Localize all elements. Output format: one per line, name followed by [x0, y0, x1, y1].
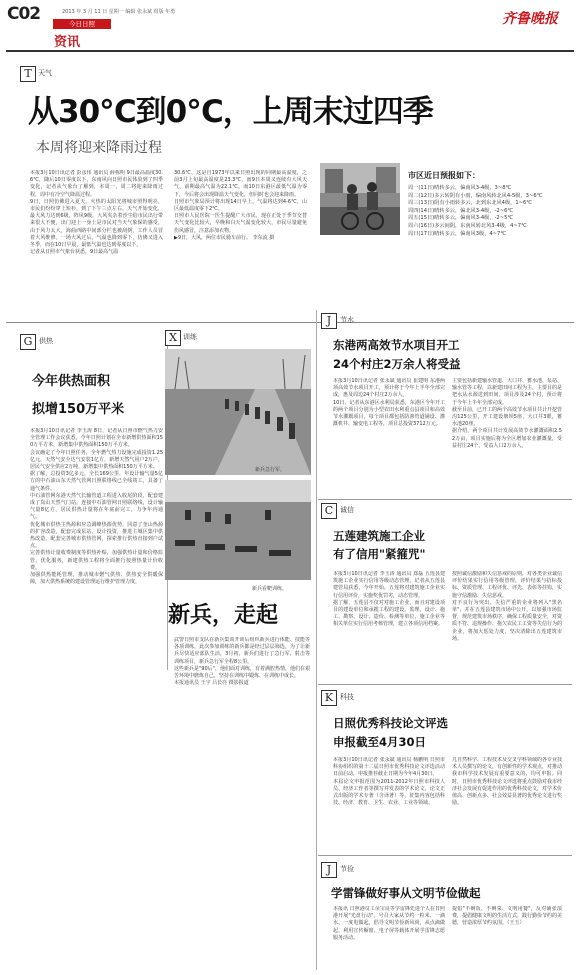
page-number: C02 — [7, 4, 41, 24]
training-photo-1 — [165, 349, 311, 475]
water-headline-1: 东港两高效节水项目开工 — [333, 338, 460, 352]
integrity-section-letter: C — [321, 503, 337, 519]
thrift-headline: 学雷锋做好事从文明节俭做起 — [331, 886, 481, 900]
page-meta: 2013 年 3 月 11 日 星期一 编辑 张永斌 组版 年勇 — [62, 9, 176, 15]
water-section-letter: J — [321, 313, 337, 329]
training-headline: 新兵，走起 — [168, 603, 279, 628]
training-section-name: 训练 — [183, 333, 197, 341]
water-section-name: 节水 — [340, 316, 354, 324]
weather-headline: 从30℃到0℃，上周末过四季 — [28, 94, 433, 130]
forecast-list — [408, 185, 558, 238]
integrity-article-col1: 本报3月10日讯记者 李玉涛 通讯员 郑磊 五莲县建筑施工企业实行信用等级动态管理，记者从五莲县建管局获悉，今年开始，五莲将对建筑施工企业实行信用评价，实施奖优罚劣，动态管理。 据了解，五莲县不仅对对施工企业，而且对建设项目的建设单位和承揽工程的建设、监理、设计、施工、勘察、设计、造价、检测等单位，施工企业等相关单位实行信用考核管理，建立各项信用档案。 — [333, 571, 445, 628]
forecast-item: 周五(15日)晴转多云，偏南风3-4级，-2~5℃ — [408, 215, 514, 222]
tech-headline-2: 申报截至4月30日 — [333, 735, 427, 749]
heating-section-name: 供热 — [39, 337, 53, 345]
weather-section-letter: T — [20, 66, 36, 82]
thrift-section-letter: J — [321, 862, 337, 878]
tech-section-name: 科技 — [340, 693, 354, 701]
weather-article-col1: 本报3月10日讯记者 彭彦伟 通讯员 薛栋明 9日最高温度30.6℃，随后10日零度以下，东南风向日照市民体验到了四季变化，记者从气象台了解到，本周一，周二将迎来降雨过程，周中有冷空气降温过程。 9日，日照仿佛进入夏天，火热的太阳光将城市照得明亮，市民们纷纷穿上短衫，到了下午三点左右，天气开始变化，最大风力达到6级，阵风9级，大风夹杂着沙尘给市民出行带来很大不便，出门迎上一身土是市民对当天气象保的感受，由于风力太大，海曲西路中间部分栏也被刮倒，工作人员冒着大风维修。一场大风过后，气温也降到零下，仿佛又进入冬季，而在10日早晨，最低气温也达到零度以下。 记者从日照市气象台获悉，9日最高气温 — [30, 170, 163, 256]
section-tag: 今日日照 — [53, 19, 111, 29]
water-article-col2: 主要包括新建输水管道、大口井、蓄水池、泵站、输水管等工程，以新建田间工程为主，主要目的是把水从水源送到田间。项目涉及24个村，预计将于今年上半年全部完成。 截至目前，已开工的两个高效节水项目共计开挖管沟125公里，开工建设塘坝5座，大口井3眼，蓄水池20座。 据介绍，两个项目共计发展高效节水灌溉面积2.52万亩，项目实施后将为全区增加农业灌溉量，受益村庄24个，受益人口2万余人。 — [452, 378, 562, 449]
forecast-item: 周日(17日)晴转多云，偏南风3级，4~7℃ — [408, 230, 507, 237]
tech-article-col2: 凡自然科学、工程技术及交叉学科领域的各专业技术人员撰写的论文，有创新性的学术观点，对推动我市科学技术发展有重要意义的，均可申报。同时，日照市优秀科技论文评选将重点鼓励对我市经济社会发展有促进作用的优秀科技论文，对学术价值高、创新点多、社会效益显著的优秀论文进行奖励。 — [452, 757, 562, 807]
divider — [6, 322, 574, 323]
weather-section-name: 天气 — [38, 69, 52, 77]
section-title: 资讯 — [54, 35, 81, 50]
tech-headline-1: 日照优秀科技论文评选 — [333, 716, 448, 730]
divider — [318, 499, 572, 500]
training-photo-1-caption: 新兵急行军。 — [255, 467, 286, 473]
tech-article-col1: 本报3月10日讯记者 张永斌 通讯员 杨鹏明 日照市科协组织的第十二届日照市优秀科技论文评选活动日前启动，申报推荐截止日期为今年4月30日。 本届论文申报范围为2011-2012年日照市科技人员、经济工作者等撰写并发表的学术论文，论文正式出版的学术专著（含译著）等，征集内容包括科技、经济、教育、卫生、农业、工业等领域。 — [333, 757, 445, 807]
water-headline-2: 24个村庄2万余人将受益 — [333, 357, 461, 371]
training-article: 武警日照市支队在新兵集训开训后组织新兵进行体能、技能等各项训练，此次参加训练的新兵都是经过层层筛选，为了让新兵尽快适应部队生活，3月初，新兵们进行了急行军、射击等训练项目，新兵急行军全程8公里。 这些新兵是"90后"，他们面对训练，有着满腔热情，他们在艰苦环境中磨炼自己，坚持在训练中锻炼、在训练中成长。 本报通讯员 王宇 吕长亮 摄影报道 — [174, 637, 310, 687]
training-photo-2-caption: 新兵看靶训练。 — [252, 586, 288, 592]
heating-headline-2: 拟增150万平米 — [32, 402, 125, 417]
heating-headline-1: 今年供热面积 — [32, 374, 111, 389]
forecast-item: 周四(14日)晴转多云，偏北风3-4级，-2~6℃ — [408, 207, 514, 214]
divider — [316, 310, 317, 970]
header-rule — [6, 50, 574, 52]
forecast-item: 周六(16日)多云间阴，东南风转北风3-4级，4~7℃ — [408, 222, 527, 229]
heating-section-letter: G — [20, 334, 36, 350]
thrift-article-col2: 提倡"不剩饭、不剩菜、文明用餐"，反对铺张浪费，提倡健康文明的生活方式，践行勤俭节约的美德，营造浓厚节约氛围。（王玉） — [452, 906, 562, 927]
divider — [318, 684, 572, 685]
integrity-headline-2: 有了信用"紧箍咒" — [333, 547, 426, 561]
forecast-item: 周三(13日)阴有小雨转多云，北到东北风4级，1~6℃ — [408, 200, 533, 207]
thrift-article-col1: 本报讯 日照港员工余宝良等学雷锋先进个人在日照港开展"光盘行动"，号召大家从节约一粒米、一滴水、一度电做起，倡导文明节俭新风尚，从点滴做起，利用宣传橱窗、电子屏等载体开展学雷锋志愿服务活动。 — [333, 906, 445, 941]
training-section-letter: X — [165, 330, 181, 346]
forecast-item: 周一(11日)晴转多云，偏南风3-4级，3~8℃ — [408, 185, 512, 191]
heating-article: 本报3月10日讯记者 李玉涛 8日，记者从日照市燃气热力安全管理工作会议获悉，今年日照计划在全市新增供热面积150万平方米，新增集中供热面积150万平方米。 会议确定了今年日照任务，全年燃气热力设施完成投资1.25亿元，天然气安全达气安装1亿方，新增天然气用户2万户，居民气安全供应2万吨，新增集中供热面积150万平方米。 据了解，总投资3亿多元，全长169公里，年设计输气量5亿方的中石油山东天然气管网日照联络线已全线竣工，具备了通气条件。 中石油管网东港天然气长输管道工程进入收尾阶段，配套建成了岚山天然气门站，连接中石油管网日照联络线，设计输气量8亿方，居民供热计量将在年底前完工，力争年内通气。 优化城市供热主热源和应急调峰热源优势，同意了奎山热源的扩容改造，配套完成泵站、设计投资，推进主城区集中供热改造，配套完善城市供热管网，探索推行供热直接到户试点。 完善供热计量收费制度等供热补贴，加强供热计量和价格监管，优化服务，新建供热工程将全面推行按照热量计价收费。 加强供热能耗管理，推动城市燃气供热、供热安全供暖保障，加大供热系统的建设管理运行维护管理力度。 — [30, 428, 163, 586]
forecast-item: 周二(12日)多云转阴有小雨，偏南风转北风4-5级，3~6℃ — [408, 192, 543, 199]
weather-article-col2: 30.6℃，这是自1973年以来日照出现的同期最高温度，之前3月上旬最高温度是23.3℃，而9日本周又连续有大风天气，前期最高气温为22.1℃，而10日东港区最低气温为零下，今后将会出现降温天气变化，但同时也会迎来降雨。 日照市气象局预计将出现14日早上，气温将达到4-6℃，山区最低温度零下2℃。 日照市人民医院一医生提醒广大市民，现在正处于季节交替天气变化比较大，早晚和白天气温变化较大，市民尽量避免伤风感冒，注意添加衣物。 ▶9日，大风，两位市民骑车前行。 李东流 摄 — [174, 170, 307, 241]
weather-subhead: 本周将迎来降雨过程 — [36, 140, 162, 156]
integrity-article-col2: 按照诚信激励和失信惩戒的原则，对各类企业诚信评价结果实行信用等级管理，评价结果与招标投标、资质管理、工程评优、评先、表彰等挂钩，实施守信激励、失信惩戒。 对不良行为突出、失信严重的企业将列入"黑名单"，并在五莲县建筑市场中公开，以加强市场监督，规范建筑市场秩序，确保工程质量安全，对资质不符、违规操作、拖欠农民工工资等失信行为的企业，将加大惩处力度，坚决清除出五莲建筑市场。 — [452, 571, 562, 642]
integrity-headline-1: 五莲建筑施工企业 — [333, 529, 425, 543]
training-photo-2 — [165, 480, 311, 580]
tech-section-letter: K — [321, 690, 337, 706]
water-article-col1: 本报3月10日讯记者 张永斌 通讯员 崔建明 东港两项高效节水项目开工，预计将于今年上半年全部完成，惠及周边24个村庄2万余人。 10日，记者从东港区水利局获悉，东港区今年开工的两个项目分别为小型农田水利重点县项目和高效节水灌溉项目，每个项目都包括防渗管道铺设、灌溉机井、输变电工程等，项目总投资3712万元。 — [333, 378, 445, 428]
divider — [318, 855, 572, 856]
weather-photo — [320, 163, 400, 235]
paper-logo: 齐鲁晚报 — [502, 11, 558, 27]
forecast-title: 市区近日预报如下： — [408, 171, 480, 180]
thrift-section-name: 节俭 — [340, 865, 354, 873]
integrity-section-name: 诚信 — [340, 506, 354, 514]
